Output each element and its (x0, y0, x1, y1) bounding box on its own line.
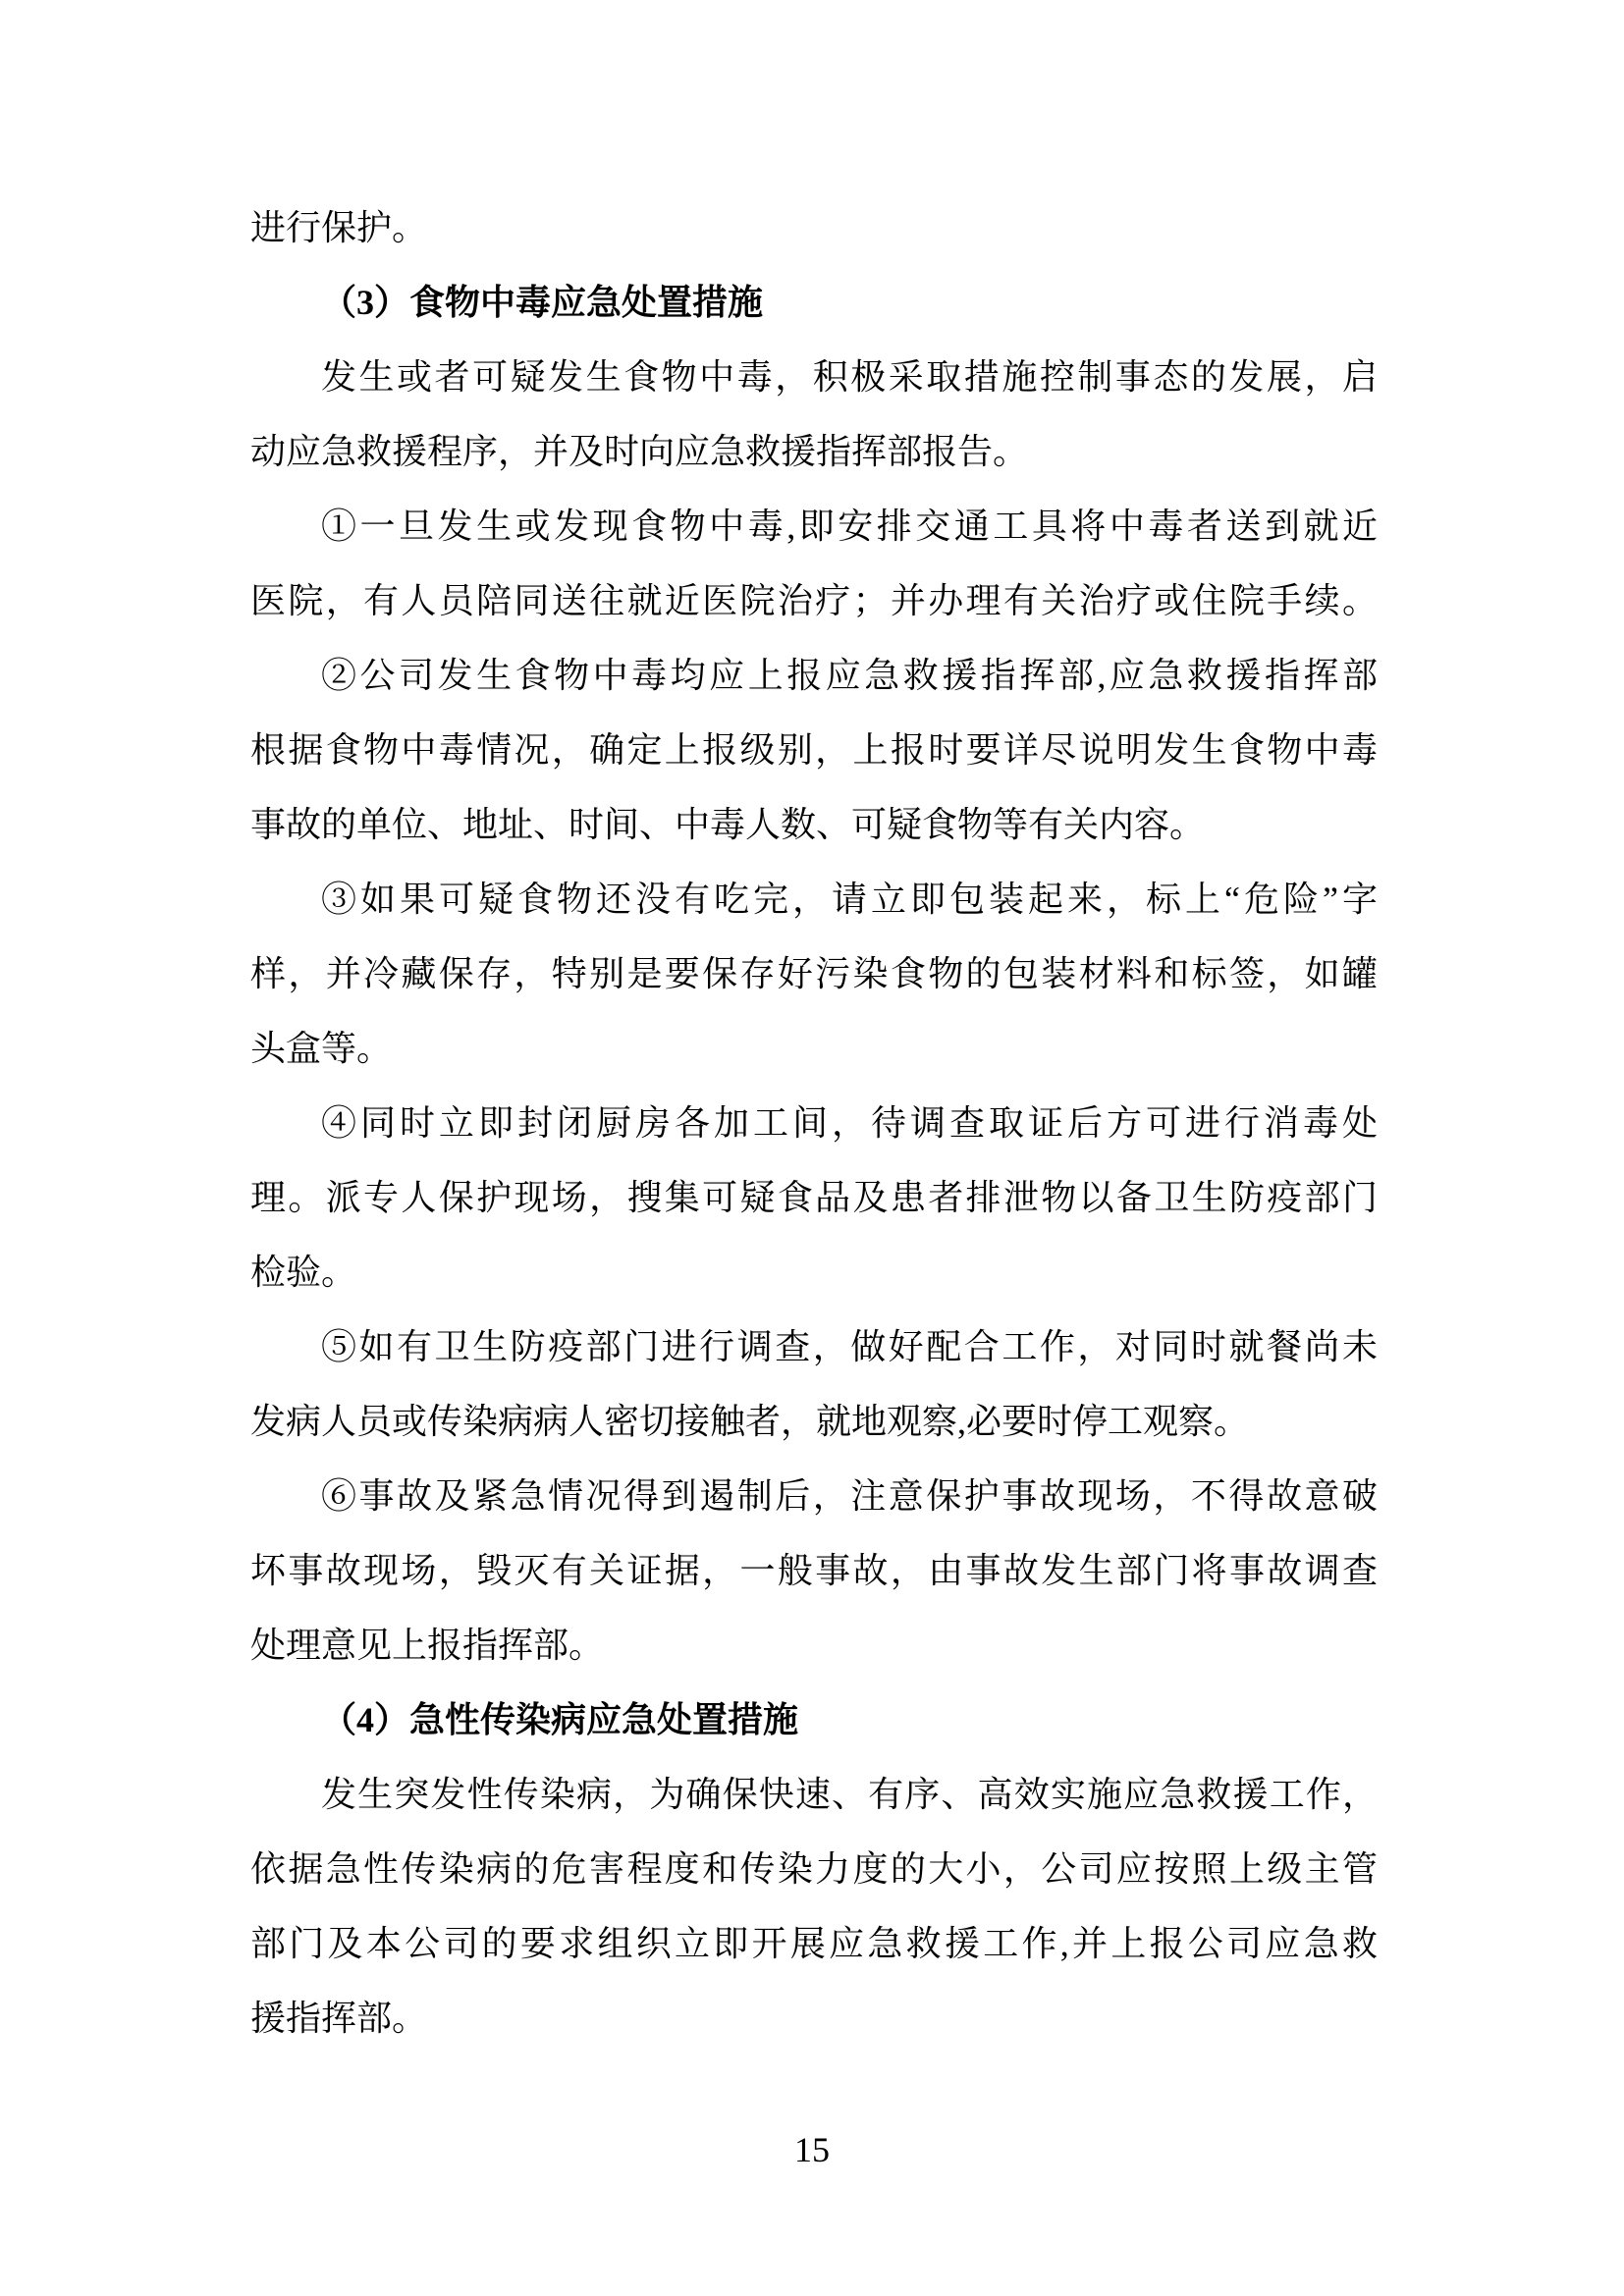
text-line: 头盒等。 (250, 1029, 393, 1068)
text-line: 事故的单位、地址、时间、中毒人数、可疑食物等有关内容。 (250, 805, 1206, 844)
text-line: 发生突发性传染病，为确保快速、有序、高效实施应急救援工作， (321, 1775, 1378, 1814)
text-line: 援指挥部。 (250, 1999, 428, 2038)
text-line-item-4: ④同时立即封闭厨房各加工间，待调查取证后方可进行消毒处 (321, 1103, 1378, 1143)
text-line: 处理意见上报指挥部。 (250, 1626, 605, 1665)
text-line-item-3: ③如果可疑食物还没有吃完，请立即包装起来，标上“危险”字 (321, 880, 1378, 919)
text-line-item-5: ⑤如有卫生防疫部门进行调查，做好配合工作，对同时就餐尚未 (321, 1327, 1378, 1366)
text-line: 根据食物中毒情况，确定上报级别，上报时要详尽说明发生食物中毒 (250, 730, 1378, 770)
text-line: 动应急救援程序，并及时向应急救援指挥部报告。 (250, 432, 1029, 471)
text-line: 发生或者可疑发生食物中毒，积极采取措施控制事态的发展，启 (321, 357, 1378, 397)
section-heading-infectious-disease: （4）急性传染病应急处置措施 (321, 1700, 799, 1739)
text-line: 检验。 (250, 1253, 357, 1292)
text-line: 样，并冷藏保存，特别是要保存好污染食物的包装材料和标签，如罐 (250, 954, 1378, 993)
text-line-item-2: ②公司发生食物中毒均应上报应急救援指挥部,应急救援指挥部 (321, 656, 1378, 695)
text-line: 进行保护。 (250, 208, 428, 247)
text-line-item-1: ①一旦发生或发现食物中毒,即安排交通工具将中毒者送到就近 (321, 507, 1378, 546)
text-line: 依据急性传染病的危害程度和传染力度的大小，公司应按照上级主管 (250, 1849, 1378, 1889)
text-line: 医院，有人员陪同送往就近医院治疗；并办理有关治疗或住院手续。 (250, 581, 1378, 620)
text-line: 理。派专人保护现场，搜集可疑食品及患者排泄物以备卫生防疫部门 (250, 1178, 1378, 1217)
text-line: 发病人员或传染病病人密切接触者，就地观察,必要时停工观察。 (250, 1402, 1250, 1441)
text-line: 坏事故现场，毁灭有关证据，一般事故，由事故发生部门将事故调查 (250, 1551, 1378, 1590)
text-line: 部门及本公司的要求组织立即开展应急救援工作,并上报公司应急救 (250, 1924, 1378, 1963)
text-line-item-6: ⑥事故及紧急情况得到遏制后，注意保护事故现场，不得故意破 (321, 1476, 1378, 1516)
section-heading-food-poisoning: （3）食物中毒应急处置措施 (321, 283, 764, 322)
text-block (250, 190, 1378, 2056)
page-number: 15 (794, 2130, 830, 2169)
